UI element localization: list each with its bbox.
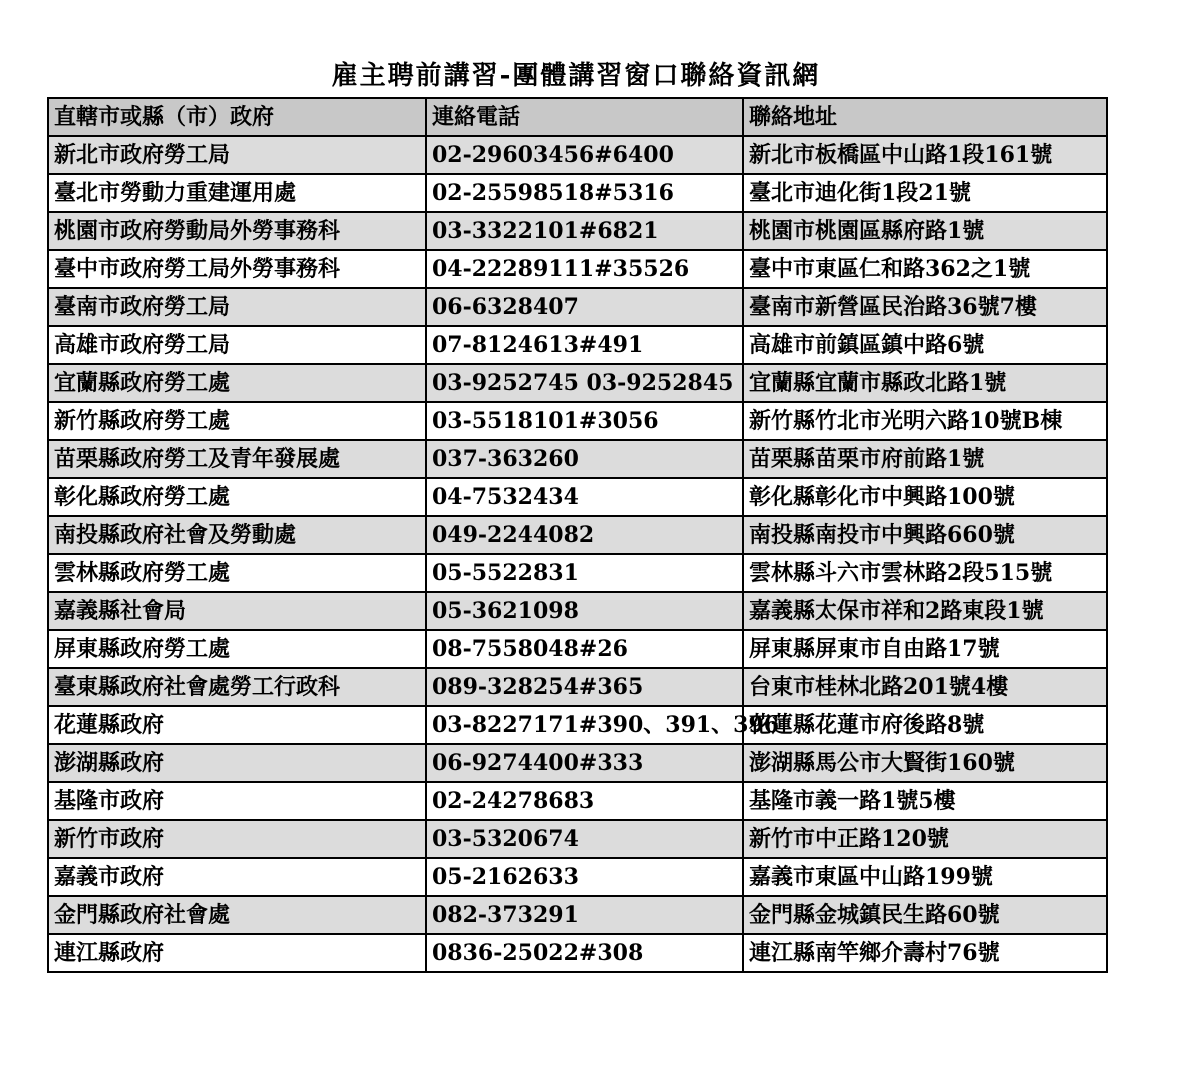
page-title: 雇主聘前講習-團體講習窗口聯絡資訊網 — [331, 61, 821, 91]
cell-phone: 04-7532434 — [426, 478, 743, 516]
cell-government: 澎湖縣政府 — [48, 744, 426, 782]
table-row — [48, 858, 1107, 896]
cell-government: 花蓮縣政府 — [48, 706, 426, 744]
cell-address: 嘉義市東區中山路199號 — [743, 858, 1107, 896]
cell-government: 屏東縣政府勞工處 — [48, 630, 426, 668]
cell-government: 南投縣政府社會及勞動處 — [48, 516, 426, 554]
cell-address: 彰化縣彰化市中興路100號 — [743, 478, 1107, 516]
cell-address: 金門縣金城鎮民生路60號 — [743, 896, 1107, 934]
table-row — [48, 478, 1107, 516]
column-header-phone: 連絡電話 — [426, 98, 743, 136]
cell-government: 臺南市政府勞工局 — [48, 288, 426, 326]
cell-phone: 089-328254#365 — [426, 668, 743, 706]
table-row — [48, 744, 1107, 782]
cell-address: 澎湖縣馬公市大賢街160號 — [743, 744, 1107, 782]
table-row — [48, 440, 1107, 478]
cell-government: 臺中市政府勞工局外勞事務科 — [48, 250, 426, 288]
cell-government: 金門縣政府社會處 — [48, 896, 426, 934]
cell-government: 基隆市政府 — [48, 782, 426, 820]
table-row — [48, 326, 1107, 364]
table-row — [48, 288, 1107, 326]
cell-address: 臺中市東區仁和路362之1號 — [743, 250, 1107, 288]
cell-phone: 02-29603456#6400 — [426, 136, 743, 174]
cell-address: 雲林縣斗六市雲林路2段515號 — [743, 554, 1107, 592]
table-row — [48, 782, 1107, 820]
cell-phone: 03-5518101#3056 — [426, 402, 743, 440]
cell-government: 雲林縣政府勞工處 — [48, 554, 426, 592]
table-row — [48, 820, 1107, 858]
cell-government: 高雄市政府勞工局 — [48, 326, 426, 364]
table-row — [48, 706, 1107, 744]
cell-phone: 03-3322101#6821 — [426, 212, 743, 250]
cell-government: 嘉義市政府 — [48, 858, 426, 896]
table-row — [48, 630, 1107, 668]
cell-phone: 06-6328407 — [426, 288, 743, 326]
cell-phone: 03-9252745 03-9252845 — [426, 364, 743, 402]
table-row — [48, 250, 1107, 288]
cell-government: 臺東縣政府社會處勞工行政科 — [48, 668, 426, 706]
cell-government: 苗栗縣政府勞工及青年發展處 — [48, 440, 426, 478]
cell-address: 臺北市迪化街1段21號 — [743, 174, 1107, 212]
table-row — [48, 554, 1107, 592]
cell-phone: 037-363260 — [426, 440, 743, 478]
cell-government: 新北市政府勞工局 — [48, 136, 426, 174]
cell-government: 桃園市政府勞動局外勞事務科 — [48, 212, 426, 250]
cell-phone: 05-5522831 — [426, 554, 743, 592]
cell-address: 新竹市中正路120號 — [743, 820, 1107, 858]
cell-phone: 03-8227171#390、391、396 — [426, 706, 743, 744]
cell-phone: 05-3621098 — [426, 592, 743, 630]
cell-phone: 02-24278683 — [426, 782, 743, 820]
table-row — [48, 402, 1107, 440]
cell-address: 屏東縣屏東市自由路17號 — [743, 630, 1107, 668]
cell-phone: 082-373291 — [426, 896, 743, 934]
cell-government: 連江縣政府 — [48, 934, 426, 972]
cell-government: 彰化縣政府勞工處 — [48, 478, 426, 516]
cell-phone: 07-8124613#491 — [426, 326, 743, 364]
table-row — [48, 364, 1107, 402]
cell-address: 花蓮縣花蓮市府後路8號 — [743, 706, 1107, 744]
table-header-row — [48, 98, 1107, 136]
cell-address: 南投縣南投市中興路660號 — [743, 516, 1107, 554]
cell-address: 基隆市義一路1號5樓 — [743, 782, 1107, 820]
column-header-government: 直轄市或縣（市）政府 — [48, 98, 426, 136]
cell-phone: 04-22289111#35526 — [426, 250, 743, 288]
cell-phone: 02-25598518#5316 — [426, 174, 743, 212]
column-header-address: 聯絡地址 — [743, 98, 1107, 136]
cell-phone: 03-5320674 — [426, 820, 743, 858]
cell-address: 台東市桂林北路201號4樓 — [743, 668, 1107, 706]
cell-government: 臺北市勞動力重建運用處 — [48, 174, 426, 212]
cell-government: 宜蘭縣政府勞工處 — [48, 364, 426, 402]
cell-address: 嘉義縣太保市祥和2路東段1號 — [743, 592, 1107, 630]
cell-address: 宜蘭縣宜蘭市縣政北路1號 — [743, 364, 1107, 402]
cell-phone: 05-2162633 — [426, 858, 743, 896]
contact-table — [47, 97, 1108, 973]
table-row — [48, 516, 1107, 554]
table-row — [48, 136, 1107, 174]
cell-address: 新北市板橋區中山路1段161號 — [743, 136, 1107, 174]
table-row — [48, 896, 1107, 934]
cell-phone: 08-7558048#26 — [426, 630, 743, 668]
cell-government: 新竹市政府 — [48, 820, 426, 858]
cell-address: 臺南市新營區民治路36號7樓 — [743, 288, 1107, 326]
cell-address: 高雄市前鎮區鎮中路6號 — [743, 326, 1107, 364]
cell-government: 嘉義縣社會局 — [48, 592, 426, 630]
table-body — [48, 136, 1107, 972]
cell-address: 連江縣南竿鄉介壽村76號 — [743, 934, 1107, 972]
cell-address: 新竹縣竹北市光明六路10號B棟 — [743, 402, 1107, 440]
cell-phone: 06-9274400#333 — [426, 744, 743, 782]
table-row — [48, 934, 1107, 972]
cell-address: 苗栗縣苗栗市府前路1號 — [743, 440, 1107, 478]
cell-address: 桃園市桃園區縣府路1號 — [743, 212, 1107, 250]
cell-phone: 049-2244082 — [426, 516, 743, 554]
table-row — [48, 668, 1107, 706]
table-row — [48, 212, 1107, 250]
cell-government: 新竹縣政府勞工處 — [48, 402, 426, 440]
cell-phone: 0836-25022#308 — [426, 934, 743, 972]
table-row — [48, 592, 1107, 630]
table-row — [48, 174, 1107, 212]
